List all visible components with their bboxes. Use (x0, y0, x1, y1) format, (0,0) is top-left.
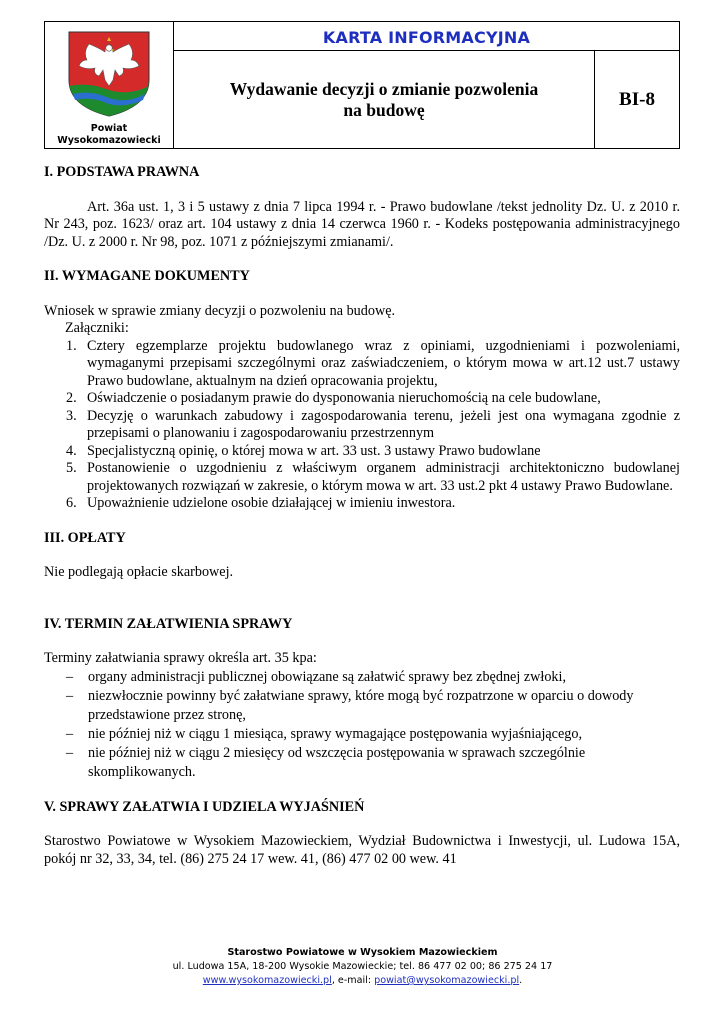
list-item: 5. Postanowienie o uzgodnieniu z właściwym organem administracji architektoniczno budowlanej projektowanych rozwiązań w zakresie, o którym mowa w art. 33 ust.2 pkt 4 ustawy Prawo Budowlane. (66, 460, 680, 494)
attachments-list (44, 338, 680, 513)
document-code: BI-8 (619, 88, 655, 110)
coat-of-arms-icon (65, 30, 153, 118)
header-table (44, 21, 680, 149)
list-item: 4. Specjalistyczną opinię, o której mowa w art. 33 ust. 3 ustawy Prawo budowlane (66, 442, 541, 459)
section-heading-deadline: IV. TERMIN ZAŁATWIENIA SPRAWY (44, 615, 293, 632)
list-item: 1. Cztery egzemplarze projektu budowlanego wraz z opiniami, uzgodnieniami i pozwoleniami, wymaganymi przepisami szczególnymi oraz zaświadczeniem, o którym mowa w art.12 ust.7 ustawy Prawo budowlane, aktualnym na dzień opracowania projektu, (66, 337, 680, 389)
list-item: – niezwłocznie powinny być załatwiane sprawy, które mogą być rozpatrzone w oparciu o dowody przedstawione przez stronę, (66, 687, 634, 723)
subject-line1: Wydawanie decyzji o zmianie pozwolenia (229, 78, 539, 99)
document-body (44, 164, 680, 868)
logo-cell (45, 22, 174, 148)
footer-address: ul. Ludowa 15A, 18-200 Wysokie Mazowieckie; tel. 86 477 02 00; 86 275 24 17 (172, 961, 553, 972)
legal-basis-text: Art. 36a ust. 1, 3 i 5 ustawy z dnia 7 lipca 1994 r. - Prawo budowlane /tekst jednolity Dz. U. z 2010 r. Nr 243, poz. 1623/ oraz art. 104 ustawy z dnia 14 czerwca 1960 r. - Kodeks postępowania administracyjnego /Dz. U. z 2000 r. Nr 98, poz. 1071 z późniejszymi zmianami/. (44, 198, 680, 250)
email-label: , e-mail: (331, 975, 375, 986)
section-heading-contact: V. SPRAWY ZAŁATWIA I UDZIELA WYJAŚNIEŃ (44, 798, 365, 815)
list-item: – nie później niż w ciągu 1 miesiąca, sprawy wymagające postępowania wyjaśniającego, (66, 725, 583, 742)
document-subject (174, 51, 595, 148)
website-link[interactable]: www.wysokomazowiecki.pl (202, 975, 332, 986)
page-footer (0, 946, 725, 988)
required-documents-intro: Wniosek w sprawie zmiany decyzji o pozwoleniu na budowę. (44, 302, 396, 319)
subject-line2: na budowę (343, 99, 425, 120)
list-item: 3. Decyzję o warunkach zabudowy i zagospodarowania terenu, jeżeli jest ona wymagana zgodnie z przepisami o planowaniu i zagospodarowaniu przestrzennym (66, 407, 680, 441)
deadline-list (44, 668, 680, 782)
crest-caption-line1: Powiat (90, 123, 128, 134)
deadline-intro: Terminy załatwiania sprawy określa art. 35 kpa: (44, 650, 317, 666)
list-item: – nie później niż w ciągu 2 miesięcy od wszczęcia postępowania w sprawach szczególnie skomplikowanych. (66, 744, 586, 780)
footer-links: www.wysokomazowiecki.pl, e-mail: powiat@wysokomazowiecki.pl. (202, 975, 523, 986)
section-heading-fees: III. OPŁATY (44, 529, 126, 546)
document-title: KARTA INFORMACYJNA (322, 28, 531, 47)
list-item: – organy administracji publicznej obowiązane są załatwić sprawy bez zbędnej zwłoki, (66, 668, 566, 685)
attachments-label: Załączniki: (65, 320, 129, 336)
contact-text: Starostwo Powiatowe w Wysokiem Mazowieckiem, Wydział Budownictwa i Inwestycji, ul. Ludowa 15A, pokój nr 32, 33, 34, tel. (86) 275 24 17 wew. 41, (86) 477 02 00 wew. 41 (44, 833, 680, 867)
list-item: 2. Oświadczenie o posiadanym prawie do dysponowania nieruchomością na cele budowlane, (66, 390, 601, 406)
crest-caption-line2: Wysokomazowiecki (57, 135, 161, 146)
footer-office-name: Starostwo Powiatowe w Wysokiem Mazowieckiem (227, 947, 498, 958)
section-heading-legal-basis: I. PODSTAWA PRAWNA (44, 164, 200, 180)
section-heading-required-documents: II. WYMAGANE DOKUMENTY (44, 268, 250, 284)
crest-caption (45, 123, 173, 147)
email-link[interactable]: powiat@wysokomazowiecki.pl (374, 975, 520, 986)
document-title-row (174, 22, 679, 51)
list-item: 6. Upoważnienie udzielone osobie działającej w imieniu inwestora. (66, 495, 456, 511)
fees-text: Nie podlegają opłacie skarbowej. (44, 564, 234, 580)
